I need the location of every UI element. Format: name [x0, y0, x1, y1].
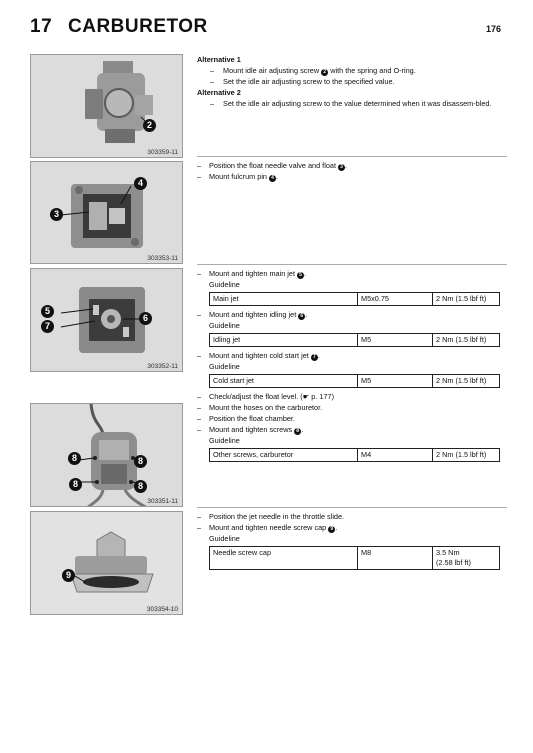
callout-2-inline: 2 [321, 69, 328, 76]
callout-4-inline: 4 [269, 175, 276, 182]
callout-3: 3 [50, 208, 63, 221]
photo-caption: 303352-11 [147, 363, 178, 370]
page-number: 176 [485, 24, 501, 34]
guideline-label: Guideline [209, 280, 240, 289]
callout-8: 8 [134, 455, 147, 468]
step: – Mount fulcrum pin 4 . [197, 172, 279, 181]
guideline-label: Guideline [209, 362, 240, 371]
section-divider [197, 264, 507, 265]
photo-caption: 303353-11 [147, 255, 178, 262]
chapter-number: 17 [30, 16, 53, 37]
step: – Position the float chamber. [197, 414, 295, 423]
guideline-label: Guideline [209, 436, 240, 445]
photo-caption: 303351-11 [147, 498, 178, 505]
section-divider [197, 507, 507, 508]
step: – Mount and tighten main jet 5 . [197, 269, 307, 278]
float-chamber-screws-illustration [31, 404, 183, 507]
step: – Mount and tighten needle screw cap 9 . [197, 523, 338, 532]
callout-8: 8 [68, 452, 81, 465]
page-reference-icon: ☛ [302, 392, 310, 401]
photo-throttle-slide [30, 511, 183, 615]
callout-8-inline: 8 [294, 428, 301, 435]
photo-caption: 303359-11 [147, 149, 178, 156]
table-row: Main jet M5x0.75 2 Nm (1.5 lbf ft) [210, 293, 500, 306]
section-float [197, 160, 507, 182]
alternative-2-heading: Alternative 2 [197, 88, 241, 97]
guideline-label: Guideline [209, 321, 240, 330]
photo-caption: 303354-10 [146, 606, 178, 613]
callout-8: 8 [69, 478, 82, 491]
callout-9: 9 [62, 569, 75, 582]
callout-7-inline: 7 [311, 354, 318, 361]
throttle-slide-illustration [31, 512, 183, 615]
photo-carburetor-idle-screw [30, 54, 183, 158]
step: – Position the jet needle in the throttle slide. [197, 512, 345, 521]
step: – Set the idle air adjusting screw to the specified value. [210, 77, 395, 86]
callout-6-inline: 6 [298, 313, 305, 320]
torque-table-carburetor-screws [209, 448, 500, 462]
photo-float-needle [30, 161, 183, 264]
step: – Set the idle air adjusting screw to the value determined when it was disassem-bled. [210, 99, 492, 108]
callout-6: 6 [139, 312, 152, 325]
section-jet-needle [197, 511, 507, 573]
step: – Check/adjust the float level. (☛ p. 177) [197, 392, 334, 401]
callout-3-inline: 3 [338, 164, 345, 171]
alternative-1-heading: Alternative 1 [197, 55, 241, 64]
step: – Mount and tighten idling jet 6 . [197, 310, 308, 319]
chapter-title: CARBURETOR [68, 16, 208, 37]
photo-jets [30, 268, 183, 372]
section-idle-air-screw [197, 54, 507, 109]
carburetor-illustration [31, 55, 183, 158]
section-divider [197, 156, 507, 157]
callout-2: 2 [143, 119, 156, 132]
jets-illustration [31, 269, 183, 372]
step: – Mount and tighten screws 8 . [197, 425, 304, 434]
step: – Mount and tighten cold start jet 7 . [197, 351, 320, 360]
table-row: Cold start jet M5 2 Nm (1.5 lbf ft) [210, 375, 500, 388]
table-row: Other screws, carburetor M4 2 Nm (1.5 lbf ft) [210, 449, 500, 462]
step: – Mount the hoses on the carburetor. [197, 403, 323, 412]
torque-table-main-jet [209, 292, 500, 306]
callout-5: 5 [41, 305, 54, 318]
step: – Position the float needle valve and float 3 . [197, 161, 348, 170]
torque-table-cold-start-jet [209, 374, 500, 388]
table-row: Idling jet M5 2 Nm (1.5 lbf ft) [210, 334, 500, 347]
torque-table-needle-screw-cap [209, 546, 500, 570]
torque-table-idling-jet [209, 333, 500, 347]
table-row: Needle screw cap M8 3.5 Nm (2.58 lbf ft) [210, 547, 500, 570]
callout-4: 4 [134, 177, 147, 190]
callout-9-inline: 9 [328, 526, 335, 533]
step: – Mount idle air adjusting screw 2 with the spring and O-ring. [210, 66, 416, 75]
callout-8: 8 [134, 480, 147, 493]
section-jets [197, 268, 507, 465]
photo-float-chamber-screws [30, 403, 183, 507]
callout-5-inline: 5 [297, 272, 304, 279]
guideline-label: Guideline [209, 534, 240, 543]
page-reference-link[interactable]: p. 177) [311, 392, 334, 401]
callout-7: 7 [41, 320, 54, 333]
page-header [30, 16, 505, 42]
